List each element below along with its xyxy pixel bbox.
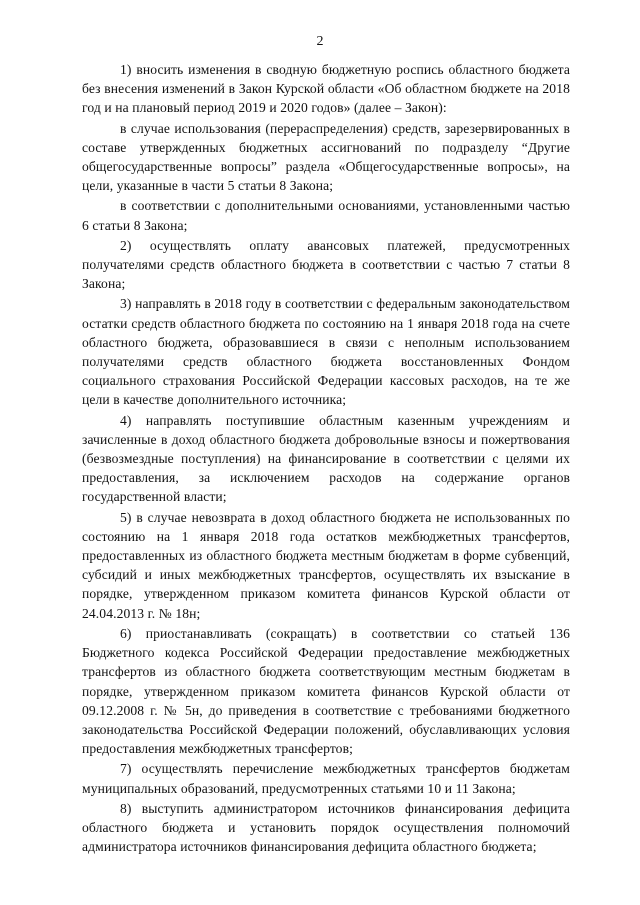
paragraph-7: 7) осуществлять перечисление межбюджетных трансфертов бюджетам муниципальных образований, предусмотренных статьями 10 и 11 Закона; bbox=[82, 761, 570, 796]
paragraph-1-case-additional-grounds: в соответствии с дополнительными основаниями, установленными частью 6 статьи 8 Закона; bbox=[82, 198, 570, 233]
paragraph-3: 3) направлять в 2018 году в соответствии с федеральным законодательством остатки средств областного бюджета по состоянию на 1 января 2018 года на счете областного бюджета, образовавшиеся в связи с неполным использованием получателями средств областного бюджета восстановленных Фондом социального страхования Российской Федерации кассовых расходов, на те же цели в качестве дополнительного источника; bbox=[82, 296, 570, 408]
paragraph-2: 2) осуществлять оплату авансовых платежей, предусмотренных получателями средств областного бюджета в соответствии с частью 7 статьи 8 Закона; bbox=[82, 237, 570, 292]
paragraph-5: 5) в случае невозврата в доход областного бюджета не использованных по состоянию на 1 января 2018 года остатков межбюджетных трансфертов, предоставленных из областного бюджета местным бюджетам в форме субвенций, субсидий и иных межбюджетных трансфертов, осуществлять их взыскание в порядке, утвержденном приказом комитета финансов Курской области от 24.04.2013 г. № 18н; bbox=[82, 509, 570, 621]
paragraph-1: 1) вносить изменения в сводную бюджетную роспись областного бюджета без внесения изменений в Закон Курской области «Об областном бюджете на 2018 год и на плановый период 2019 и 2020 годов» (далее – Закон): bbox=[82, 62, 570, 116]
document-body bbox=[82, 60, 570, 857]
page-number: 2 bbox=[316, 34, 324, 49]
paragraph-1-case-reserved-funds: в случае использования (перераспределения) средств, зарезервированных в составе утвержденных бюджетных ассигнований по подразделу “Другие общегосударственные вопросы” раздела «Общегосударственные вопросы», на цели, указанные в части 5 статьи 8 Закона; bbox=[82, 120, 570, 194]
paragraph-6: 6) приостанавливать (сокращать) в соответствии со статьей 136 Бюджетного кодекса Российской Федерации предоставление межбюджетных трансфертов из областного бюджета соответствующим местным бюджетам в порядке, утвержденном приказом комитета финансов Курской области от 09.12.2008 г. № 5н, до приведения в соответствие с требованиями бюджетного законодательства Российской Федерации положений, обуславливающих условия предоставления межбюджетных трансфертов; bbox=[82, 625, 570, 757]
paragraph-4: 4) направлять поступившие областным казенным учреждениям и зачисленные в доход областного бюджета добровольные взносы и пожертвования (безвозмездные поступления) на финансирование в соответствии с целями их предоставления, за исключением расходов на содержание органов государственной власти; bbox=[82, 412, 570, 505]
paragraph-8: 8) выступить администратором источников финансирования дефицита областного бюджета и установить порядок осуществления полномочий администратора источников финансирования дефицита областного бюджета; bbox=[82, 800, 570, 855]
